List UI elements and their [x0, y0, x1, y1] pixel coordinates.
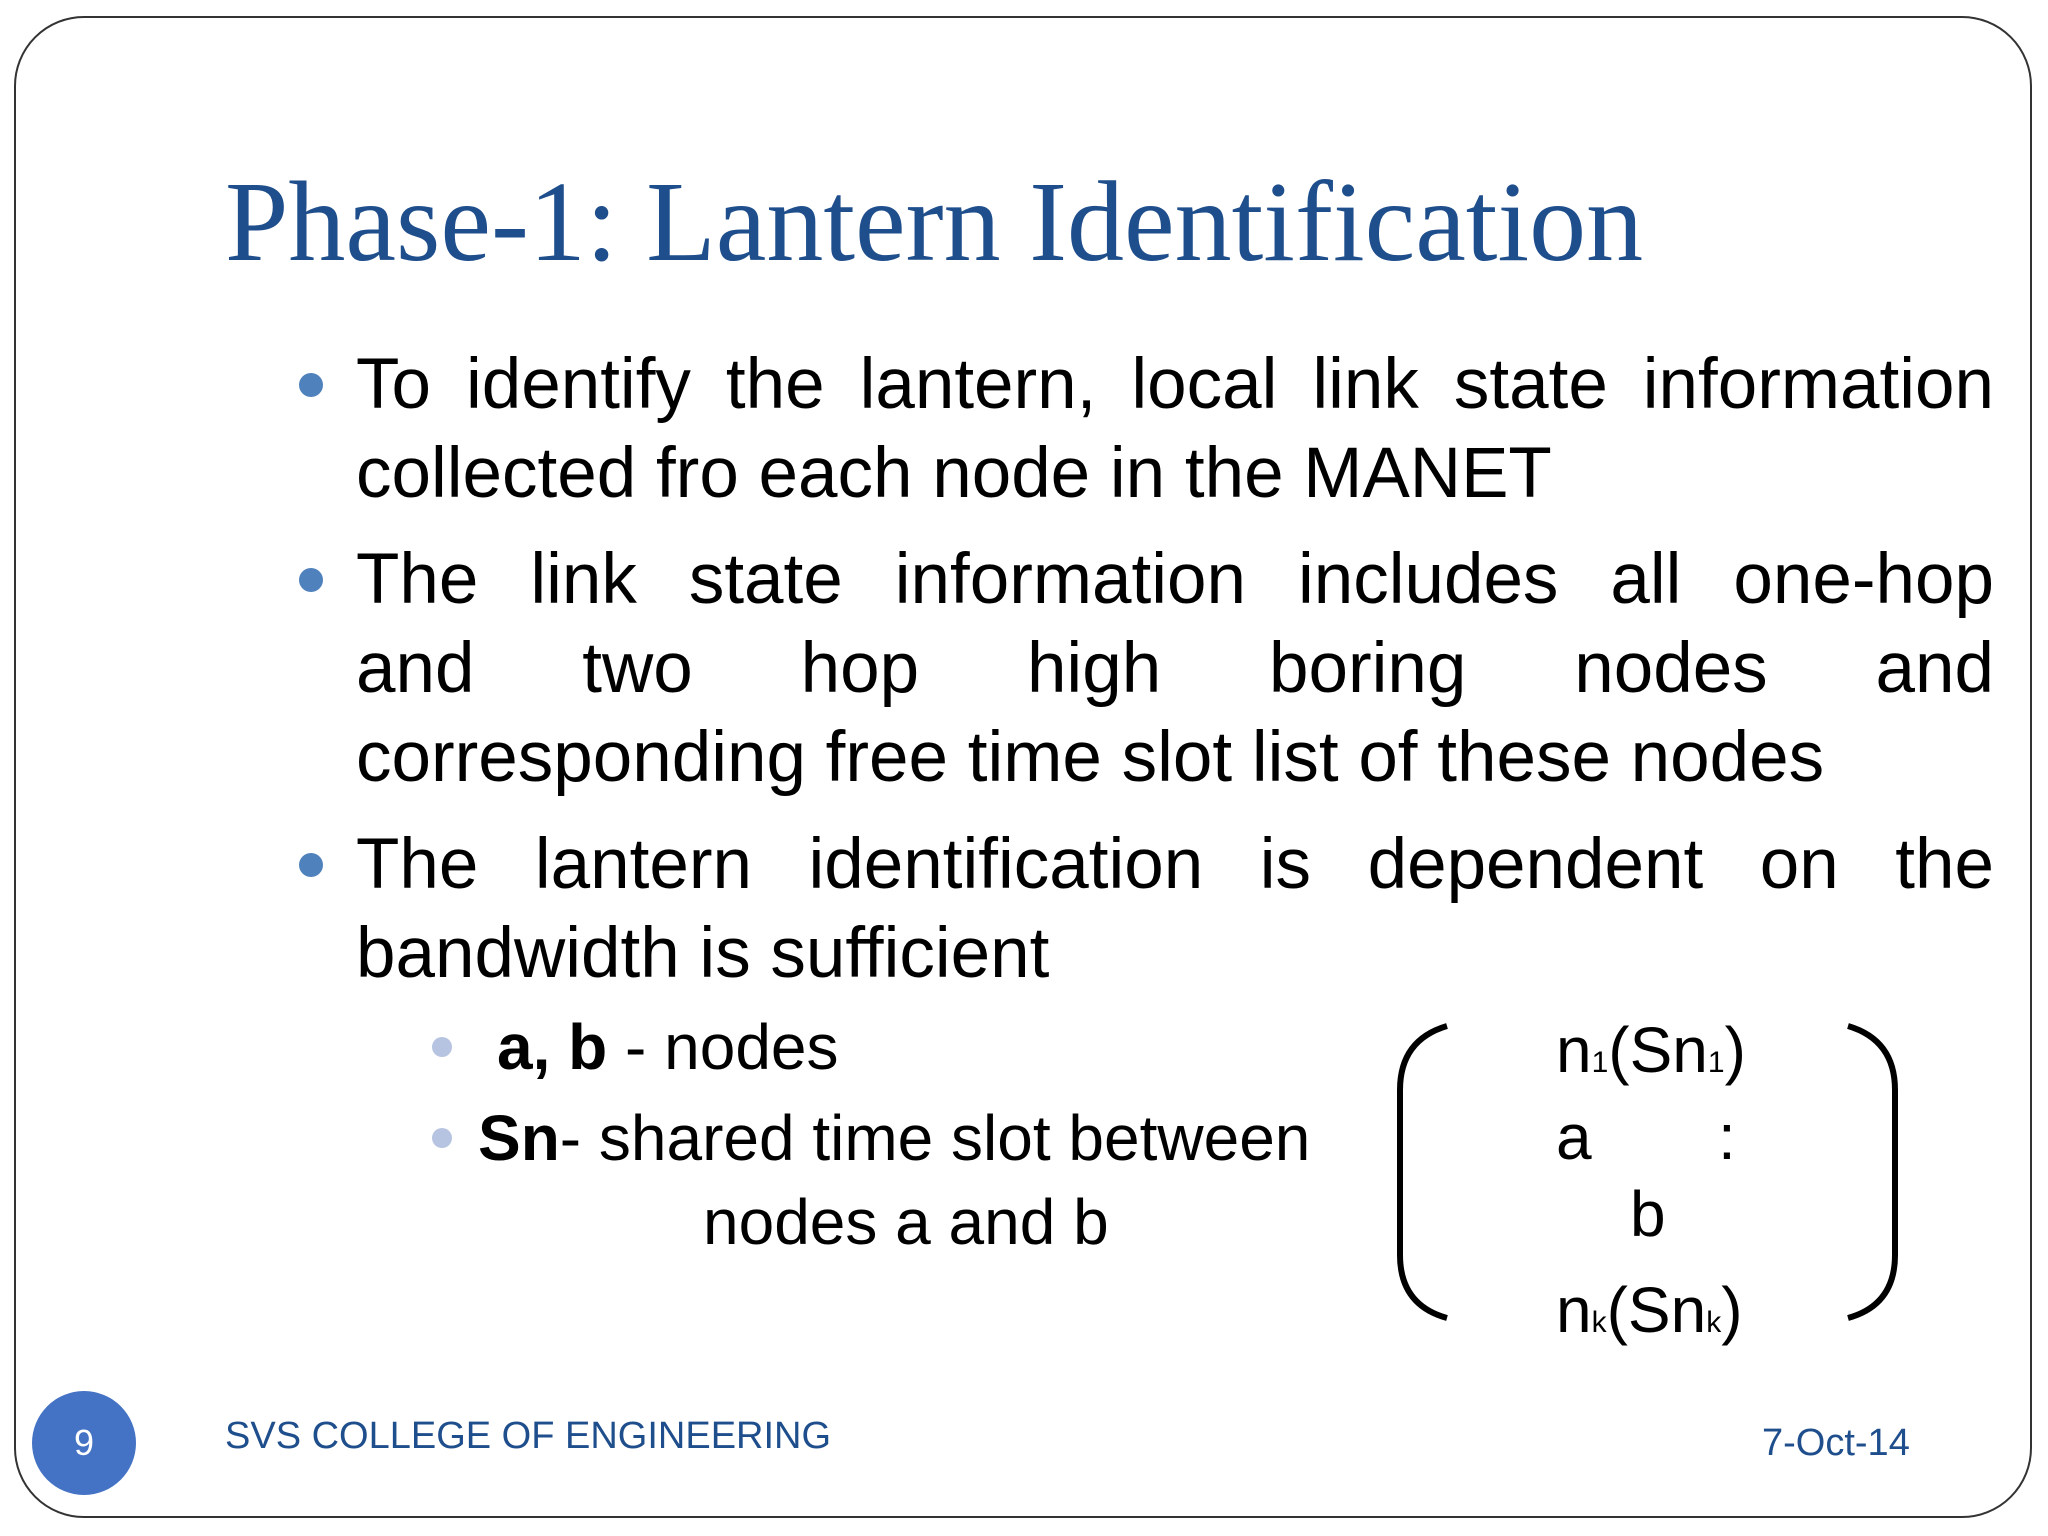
matrix-n1-sub: 1: [1591, 1046, 1609, 1079]
bullet-3-line-2: bandwidth is sufficient: [356, 914, 1050, 993]
bullet-1-line-1: To identify the lantern, local link state information: [356, 345, 1994, 424]
sub-bullet-2-desc: - shared time slot between: [559, 1102, 1311, 1174]
sub-bullet-2-term: Sn: [478, 1102, 560, 1174]
matrix-nk: n: [1556, 1274, 1592, 1346]
matrix-nk-open: (: [1606, 1274, 1628, 1346]
bullet-2-line-1: The link state information includes all one-hop: [356, 540, 1994, 619]
bullet-2-line-3: corresponding free time slot list of these nodes: [356, 718, 1825, 797]
footer-organization: SVS COLLEGE OF ENGINEERING: [225, 1415, 832, 1457]
bullet-dot-1: [299, 373, 323, 397]
matrix-n1: n: [1556, 1014, 1592, 1086]
matrix-b: b: [1630, 1178, 1666, 1250]
page-number-badge: [32, 1391, 136, 1495]
sub-bullet-dot-2: [432, 1128, 452, 1148]
sub-bullet-2-continuation: nodes a and b: [703, 1186, 1109, 1258]
matrix-sn1: Sn: [1629, 1014, 1708, 1086]
footer-date: 7-Oct-14: [1762, 1422, 1910, 1464]
sub-bullet-1-desc: - nodes: [607, 1011, 839, 1083]
page-number: 9: [73, 1422, 95, 1463]
bullet-3: [356, 820, 1994, 998]
matrix-row-k: [1556, 1274, 1743, 1346]
bullet-2: [356, 535, 1994, 802]
sub-bullet-dot-1: [432, 1037, 452, 1057]
bullet-2-line-2: and two hop high boring nodes and: [356, 629, 1994, 708]
slide-title: Phase-1: Lantern Identification: [225, 158, 1644, 285]
matrix-nk-sub: k: [1591, 1306, 1607, 1339]
bullet-1: [356, 340, 1994, 518]
bullet-dot-2: [299, 568, 323, 592]
matrix-sn1-sub: 1: [1707, 1046, 1725, 1079]
bullet-dot-3: [299, 853, 323, 877]
sub-bullet-1-term: a, b: [497, 1011, 608, 1083]
matrix-colon: :: [1718, 1101, 1736, 1173]
matrix-a: a: [1556, 1101, 1592, 1173]
bullet-3-line-1: The lantern identification is dependent on the: [356, 825, 1994, 904]
sub-bullet-1: [497, 1011, 839, 1083]
matrix-n1-open: (: [1608, 1014, 1630, 1086]
matrix-row-1: [1556, 1014, 1746, 1086]
matrix-n1-close: ): [1724, 1014, 1746, 1086]
matrix-nk-close: ): [1721, 1274, 1743, 1346]
bullet-1-line-2: collected fro each node in the MANET: [356, 434, 1552, 513]
matrix-snk: Sn: [1627, 1274, 1707, 1346]
sub-bullet-2: [478, 1102, 1311, 1174]
matrix-snk-sub: k: [1706, 1306, 1722, 1339]
